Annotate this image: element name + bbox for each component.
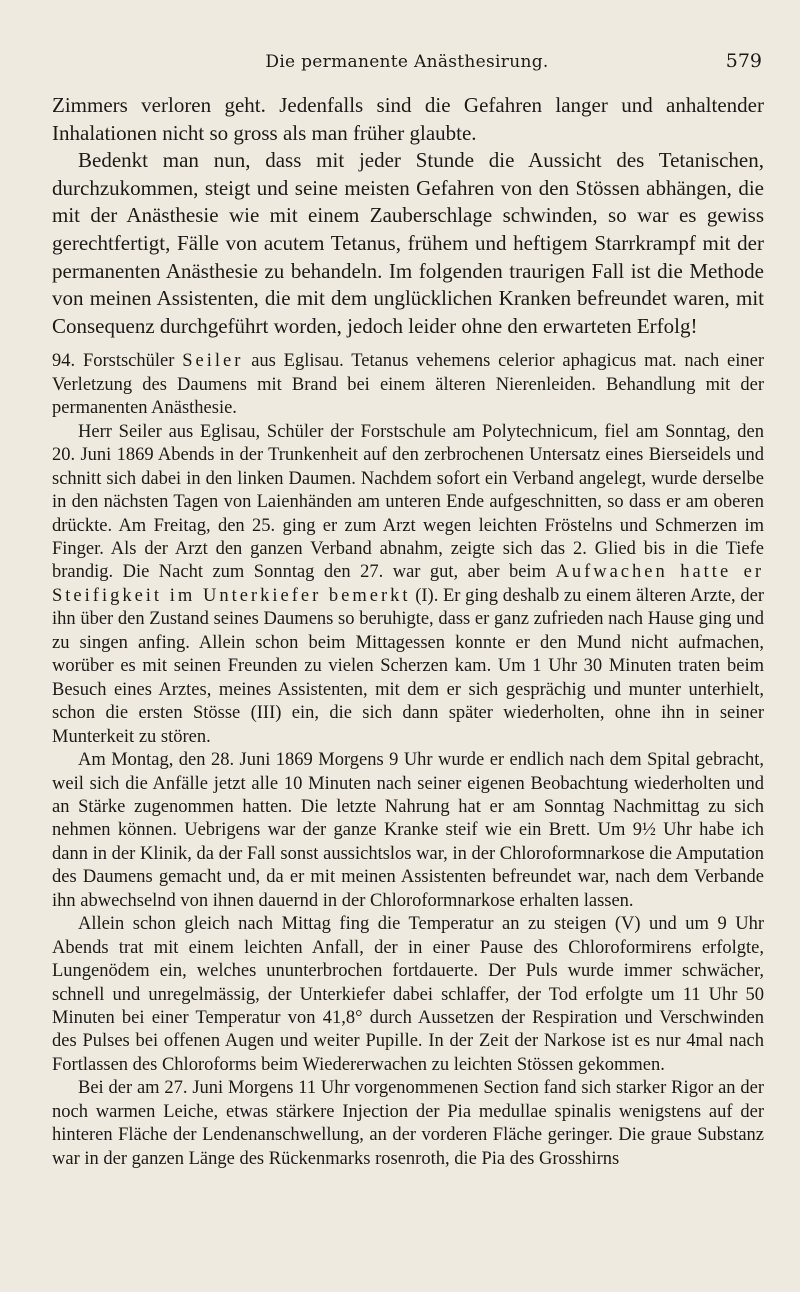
case-title-rest: aus Eglisau. Tetanus vehemens celerior aphagicus mat. nach einer Verletzung des Daumens mit Brand bei einem älteren Nierenleiden. Behandlung mit der permanenten Anästhesie. — [52, 351, 765, 419]
case-paragraph-1 — [52, 421, 764, 749]
intro-section — [52, 92, 764, 340]
page-header — [52, 50, 762, 80]
case-patient-name: Seiler — [182, 351, 244, 372]
case-title-prefix: Forstschüler — [82, 351, 175, 372]
case-number: 94. — [52, 351, 76, 372]
case-paragraph-3: Allein schon gleich nach Mittag fing die Temperatur an zu steigen (V) und um 9 Uhr Abends trat mit einem leichten Anfall, der in einer Pause des Chloroformirens erfolgte, Lungenödem ein, welches ununterbrochen fortdauerte. Der Puls wurde immer schwächer, schnell und unregelmässig, der Unterkiefer dabei schlaffer, der Tod erfolgte um 11 Uhr 50 Minuten bei einer Temperatur von 41,8° durch Aussetzen der Respiration und Verschwinden des Pulses bei offenen Augen und weiter Pupille. In der Zeit der Narkose ist es nur 4mal nach Fortlassen des Chloroforms beim Wiedererwachen zu leichten Stössen gekommen. — [52, 914, 764, 1075]
body-text — [52, 92, 764, 1171]
case-heading — [52, 350, 764, 420]
case-paragraph-1-part-a: Herr Seiler aus Eglisau, Schüler der Forstschule am Polytechnicum, fiel am Sonntag, den 20. Juni 1869 Abends in der Trunkenheit auf den zerbrochenen Untersatz eines Bierseidels und schnitt sich dabei in den linken Daumen. Nachdem sofort ein Verband angelegt, wurde derselbe in den nächsten Tagen von Laienhänden am unteren Ende aufgeschnitten, so dass er am oberen drückte. Am Freitag, den 25. ging er zum Arzt wegen leichten Fröstelns und Schmerzen im Finger. Als der Arzt den ganzen Verband abnahm, zeigte sich das 2. Glied bis in die Tiefe brandig. Die Nacht zum Sonntag den 27. war gut, aber beim — [52, 421, 764, 583]
running-title: Die permanente Anästhesirung. — [265, 52, 549, 72]
case-paragraph-1-emphasis: Aufwachen hatte er Steifigkeit im Unterkiefer bemerkt — [52, 562, 765, 606]
intro-paragraph-1: Zimmers verloren geht. Jedenfalls sind die Gefahren langer und anhaltender Inhalationen nicht so gross als man früher glaubte. — [52, 93, 764, 145]
page-number: 579 — [725, 50, 762, 72]
case-paragraph-1-part-b: (I). Er ging deshalb zu einem älteren Arzte, der ihn über den Zustand seines Daumens so beruhigte, dass er ganz zufrieden nach Hause ging und zu singen anfing. Allein schon beim Mittagessen konnte er den Mund nicht aufmachen, worüber es mit seinen Freunden zu vielen Scherzen kam. Um 1 Uhr 30 Minuten traten beim Besuch eines Arztes, meines Assistenten, mit dem er sich gesprächig und munter unterhielt, schon die ersten Stösse (III) ein, die sich dann später wiederholten, ohne ihn in seiner Munterkeit zu stören. — [52, 585, 764, 747]
case-report — [52, 350, 764, 1171]
case-paragraph-4: Bei der am 27. Juni Morgens 11 Uhr vorgenommenen Section fand sich starker Rigor an der noch warmen Leiche, etwas stärkere Injection der Pia medullae spinalis wenigstens auf der hinteren Fläche der Lendenanschwellung, an der vorderen Fläche geringer. Die graue Substanz war in der ganzen Länge des Rückenmarks rosenroth, die Pia des Grosshirns — [52, 1078, 764, 1169]
case-paragraph-2: Am Montag, den 28. Juni 1869 Morgens 9 Uhr wurde er endlich nach dem Spital gebracht, weil sich die Anfälle jetzt alle 10 Minuten nach seiner eigenen Beobachtung wiederholten und an Stärke zugenommen hatten. Die letzte Nahrung hat er am Sonntag Nachmittag zu sich nehmen können. Uebrigens war der ganze Kranke steif wie ein Brett. Um 9½ Uhr habe ich dann in der Klinik, da der Fall sonst aussichtslos war, in der Chloroformnarkose die Amputation des Daumens gemacht und, da er mit meinen Assistenten befreundet war, nach dem Verbande ihn abwechselnd von ihnen dauernd in der Chloroformnarkose erhalten lassen. — [52, 750, 764, 911]
intro-paragraph-2: Bedenkt man nun, dass mit jeder Stunde die Aussicht des Tetanischen, durchzukommen, steigt und seine meisten Gefahren von den Stössen abhängen, die mit der Anästhesie wie mit einem Zauberschlage schwinden, so war es gewiss gerechtfertigt, Fälle von acutem Tetanus, frühem und heftigem Starrkrampf mit der permanenten Anästhesie zu behandeln. Im folgenden traurigen Fall ist die Methode von meinen Assistenten, die mit dem unglücklichen Kranken befreundet waren, mit Consequenz durchgeführt worden, jedoch leider ohne den erwarteten Erfolg! — [52, 148, 764, 338]
